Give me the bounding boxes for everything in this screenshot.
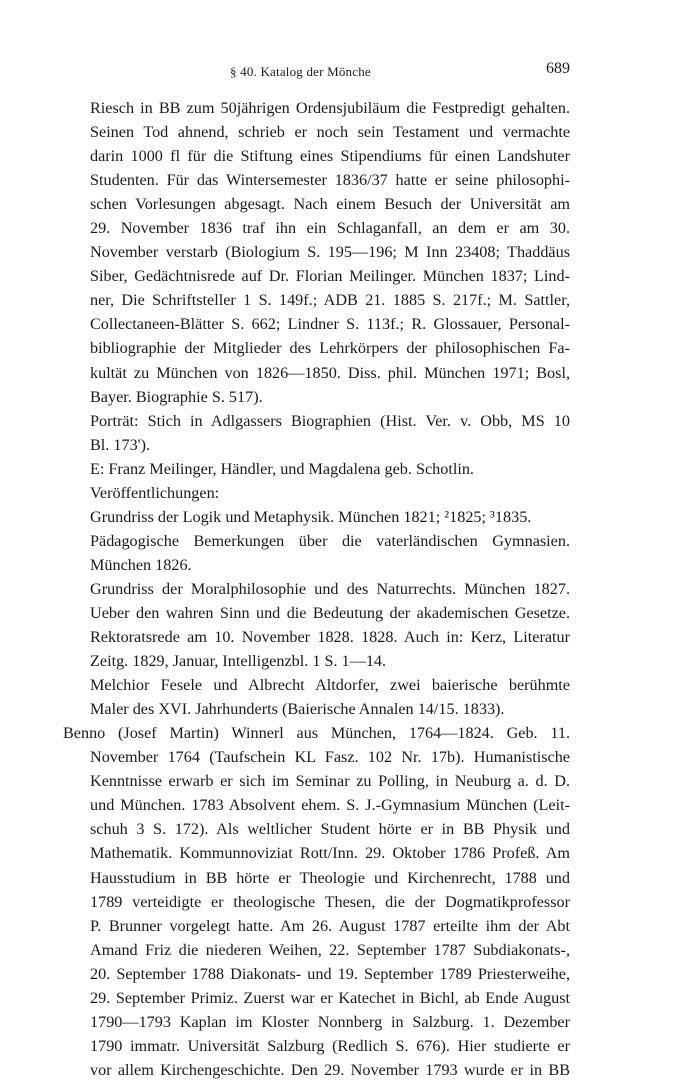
text-line: Bl. 173'). <box>90 435 151 454</box>
text-line: München 1826. <box>90 555 192 574</box>
page-number: 689 <box>546 60 570 77</box>
text-line: Siber, Gedächtnisrede auf Dr. Florian Meilinger. München 1837; Lind- <box>90 267 570 286</box>
text-line: November 1764 (Taufschein KL Fasz. 102 Nr. 17b). Humanistische <box>90 748 570 767</box>
text-line: Collectaneen-Blätter S. 662; Lindner S. 113f.; R. Glossauer, Personal- <box>90 315 570 334</box>
text-line: 20. September 1788 Diakonats- und 19. September 1789 Priesterweihe, <box>90 964 570 983</box>
text-line: Melchior Fesele und Albrecht Altdorfer, zwei baierische berühmte <box>90 676 570 695</box>
text-line: November verstarb (Biologium S. 195—196; M Inn 23408; Thaddäus <box>90 243 570 262</box>
text-line: Porträt: Stich in Adlgassers Biographien (Hist. Ver. v. Obb, MS 10 <box>90 411 570 430</box>
text-line: vor allem Kirchengeschichte. Den 29. November 1793 wurde er in BB <box>90 1060 570 1079</box>
body-text <box>63 96 570 1082</box>
text-line: E: Franz Meilinger, Händler, und Magdalena geb. Schotlin. <box>90 459 474 478</box>
text-line: Riesch in BB zum 50jährigen Ordensjubiläum die Festpredigt gehalten. <box>90 99 570 117</box>
text-line: Bayer. Biographie S. 517). <box>90 387 263 406</box>
text-line: 1790—1793 Kaplan im Kloster Nonnberg in Salzburg. 1. Dezember <box>90 1012 570 1031</box>
text-line: Grundriss der Moralphilosophie und des Naturrechts. München 1827. <box>90 579 570 598</box>
text-line: Ueber den wahren Sinn und die Bedeutung der akademischen Gesetze. <box>90 603 570 622</box>
text-line: Maler des XVI. Jahrhunderts (Baierische Annalen 14/15. 1833). <box>90 700 505 719</box>
text-line: Seinen Tod ahnend, schrieb er noch sein Testament und vermachte <box>90 123 570 142</box>
text-line: 1790 immatr. Universität Salzburg (Redlich S. 676). Hier studierte er <box>90 1036 570 1055</box>
text-line: P. Brunner vorgelegt hatte. Am 26. August 1787 erteilte ihm der Abt <box>90 916 570 935</box>
text-line: Veröffentlichungen: <box>90 483 220 502</box>
text-line: Pädagogische Bemerkungen über die vaterländischen Gymnasien. <box>90 531 570 550</box>
text-line: Hausstudium in BB hörte er Theologie und Kirchenrecht, 1788 und <box>90 868 570 887</box>
text-line: 29. September Primiz. Zuerst war er Katechet in Bichl, ab Ende August <box>90 988 570 1007</box>
text-line: Kenntnisse erwarb er sich im Seminar zu Polling, in Neuburg a. d. D. <box>90 772 570 791</box>
text-line: bibliographie der Mitglieder des Lehrkörpers der philosophischen Fa- <box>90 339 570 358</box>
text-line: Zeitg. 1829, Januar, Intelligenzbl. 1 S. 1—14. <box>90 652 387 671</box>
text-line: ner, Die Schriftsteller 1 S. 149f.; ADB 21. 1885 S. 217f.; M. Sattler, <box>90 291 570 310</box>
text-line: Grundriss der Logik und Metaphysik. München 1821; ²1825; ³1835. <box>90 507 532 526</box>
text-line: Amand Friz die niederen Weihen, 22. September 1787 Subdiakonats-, <box>90 940 570 959</box>
text-line: darin 1000 fl für die Stiftung eines Stipendiums für einen Landshuter <box>90 147 570 166</box>
text-line: 1789 verteidigte er theologische Thesen, die der Dogmatikprofessor <box>90 892 570 911</box>
text-line: und München. 1783 Absolvent ehem. S. J.-Gymnasium München (Leit- <box>90 796 570 815</box>
page-header <box>0 60 700 84</box>
text-line: Mathematik. Kommunnoviziat Rott/Inn. 29. Oktober 1786 Profeß. Am <box>90 844 570 863</box>
text-line: kultät zu München von 1826—1850. Diss. phil. München 1971; Bosl, <box>90 363 570 382</box>
running-head: § 40. Katalog der Mönche <box>230 64 371 79</box>
text-line: Rektoratsrede am 10. November 1828. 1828. Auch in: Kerz, Literatur <box>90 628 570 647</box>
text-line: schen Vorlesungen abgesagt. Nach einem Besuch der Universität am <box>90 195 570 214</box>
text-line: Studenten. Für das Wintersemester 1836/37 hatte er seine philosophi- <box>90 171 570 190</box>
text-line: schuh 3 S. 172). Als weltlicher Student hörte er in BB Physik und <box>90 820 570 839</box>
text-line: 29. November 1836 traf ihn ein Schlaganfall, an dem er am 30. <box>90 219 570 238</box>
entry-heading-line: Benno (Josef Martin) Winnerl aus München, 1764—1824. Geb. 11. <box>63 724 570 743</box>
